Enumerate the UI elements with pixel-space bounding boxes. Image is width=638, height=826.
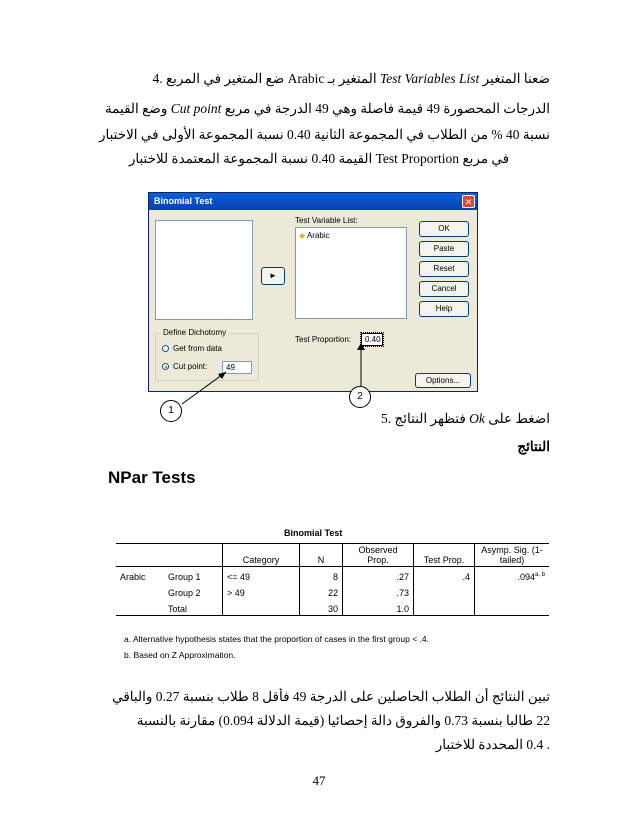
cut-point-input[interactable]: 49 <box>222 361 252 374</box>
sig-footnote-mark: a, b <box>534 572 545 578</box>
cell-prop: .73 <box>343 583 414 599</box>
cell-group: Total <box>164 599 223 616</box>
line1-after: المتغير بـ Arabic ضع المتغير في المربع .4 <box>152 71 381 86</box>
scale-variable-icon: ◈ <box>299 231 306 240</box>
cell-sig <box>475 599 550 616</box>
cell-group: Group 2 <box>168 588 201 598</box>
cell-prop: .27 <box>343 567 414 584</box>
instruction-line-3: نسبة 40 % من الطلاب في المجموعة الثانية 0.40 نسبة المجموعة الأولى في الاختبار <box>98 127 550 142</box>
cell-n: 8 <box>300 567 343 584</box>
get-from-data-label: Get from data <box>173 344 222 353</box>
interpretation-line-2: 22 طالبا بنسبة 0.73 والفروق دالة إحصائيا (قيمة الدلالة 0.094) مقارنة بالنسبة <box>136 713 550 728</box>
cell-prop: 1.0 <box>343 599 414 616</box>
cut-point-label: Cut point: <box>173 362 208 371</box>
cell-variable <box>116 599 164 616</box>
arrowhead-2 <box>357 343 365 350</box>
table-row <box>116 567 549 584</box>
line2-before: الدرجات المحصورة 49 قيمة فاصلة وهي 49 الدرجة في مربع <box>221 101 550 116</box>
define-dichotomy-title: Define Dichotomy <box>163 328 227 337</box>
reset-button[interactable]: Reset <box>419 261 469 277</box>
page-number: 47 <box>312 773 326 788</box>
step5-term: Ok <box>469 411 485 426</box>
arrow-right-icon: ► <box>269 271 277 280</box>
cell-test-prop: .4 <box>414 567 475 584</box>
header-group <box>164 544 223 567</box>
line1-term: Test Variables List <box>380 71 480 86</box>
line1-before: ضعنا المتغير <box>479 71 550 86</box>
footnote-a: a. Alternative hypothesis states that the proportion of cases in the first group < .4. <box>124 634 429 644</box>
cell-sig <box>475 583 550 599</box>
test-proportion-label: Test Proportion: <box>295 335 352 344</box>
test-variable-list-label: Test Variable List: <box>295 216 358 225</box>
instruction-step-5 <box>300 410 550 428</box>
test-proportion-input[interactable]: 0.40 <box>361 333 383 346</box>
cell-group: Group 1 <box>168 572 201 582</box>
npar-tests-title: NPar Tests <box>108 468 196 487</box>
cell-variable: Arabic <box>120 572 146 582</box>
cell-test-prop <box>414 583 475 599</box>
cell-test-prop <box>414 599 475 616</box>
interpretation-line-1: تبين النتائج أن الطلاب الحاصلين على الدرجة 49 فأقل 8 طلاب بنسبة 0.27 والباقي <box>112 689 550 704</box>
header-category: Category <box>223 544 300 567</box>
cell-category: <= 49 <box>223 567 300 584</box>
cancel-button[interactable]: Cancel <box>419 281 469 297</box>
close-icon[interactable]: ✕ <box>462 195 475 208</box>
callout-1: 1 <box>160 400 182 422</box>
paste-button[interactable]: Paste <box>419 241 469 257</box>
cell-category <box>223 599 300 616</box>
results-heading: النتائج <box>517 439 550 454</box>
header-test-prop: Test Prop. <box>414 544 475 567</box>
header-asymp-sig: Asymp. Sig. (1-tailed) <box>475 544 550 567</box>
table-header-row <box>116 544 549 567</box>
callout-2: 2 <box>349 386 371 408</box>
step5-before: اضغط على <box>484 411 550 426</box>
header-observed-prop: Observed Prop. <box>343 544 414 567</box>
ok-button[interactable]: OK <box>419 221 469 237</box>
variable-label: Arabic <box>306 231 330 240</box>
table-row <box>116 583 549 599</box>
header-n: N <box>300 544 343 567</box>
table-row <box>116 599 549 616</box>
arrowhead-1 <box>218 372 226 379</box>
binomial-test-caption: Binomial Test <box>284 528 343 538</box>
arrow-to-cut-point <box>182 372 226 404</box>
binomial-test-table <box>116 543 549 616</box>
footnote-b: b. Based on Z Approximation. <box>124 650 236 660</box>
cell-category: > 49 <box>223 583 300 599</box>
line2-term: Cut point <box>170 101 222 116</box>
header-variable <box>116 544 164 567</box>
help-button[interactable]: Help <box>419 301 469 317</box>
sig-value: .094 <box>517 572 535 582</box>
instruction-line-4: في مربع Test Proportion القيمة 0.40 نسبة المجموعة المعتمدة للاختبار <box>128 151 510 166</box>
cell-n: 30 <box>300 599 343 616</box>
options-button[interactable]: Options... <box>415 373 471 388</box>
interpretation-line-3: . 0.4 المحددة للاختبار <box>435 737 550 752</box>
line2-after: وضع القيمة <box>104 101 171 116</box>
dialog-title: Binomial Test <box>154 196 213 206</box>
cell-n: 22 <box>300 583 343 599</box>
cell-sig <box>475 567 550 584</box>
cell-variable <box>116 583 164 599</box>
step5-after: فتظهر النتائج .5 <box>381 411 470 426</box>
